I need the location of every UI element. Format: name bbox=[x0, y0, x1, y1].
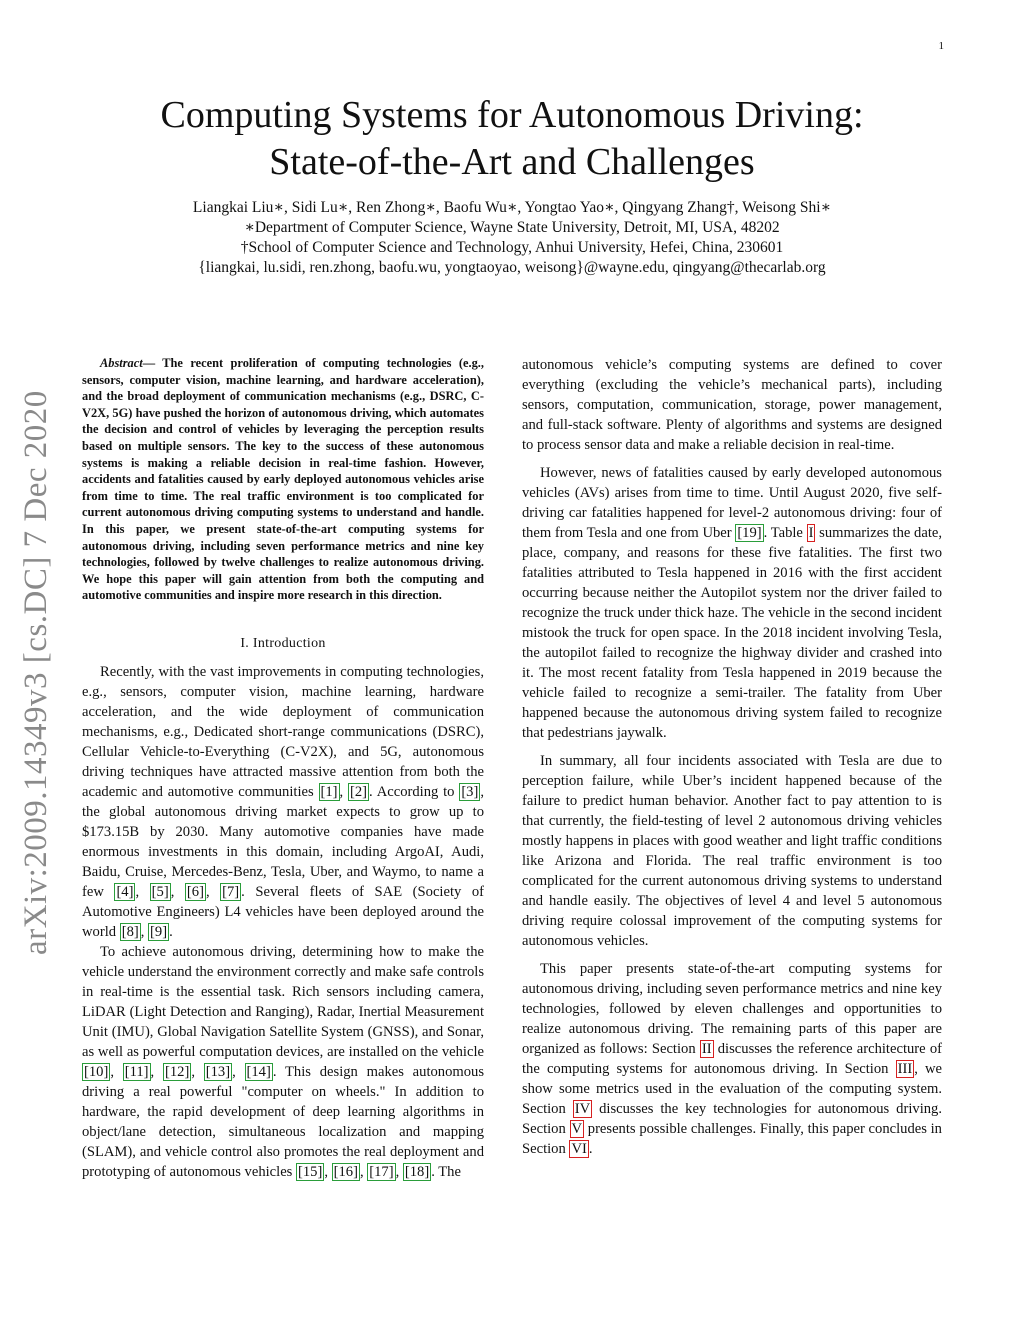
title-line-2: State-of-the-Art and Challenges bbox=[269, 141, 755, 183]
text-run: , bbox=[324, 1163, 332, 1180]
citation-link[interactable]: [13] bbox=[205, 1063, 231, 1080]
citation-link[interactable]: [5] bbox=[151, 883, 169, 900]
text-run: discusses the reference architecture of the computing systems for autonomous driving. In Section bbox=[522, 1041, 942, 1077]
text-run: . bbox=[588, 1141, 593, 1157]
text-run: , bbox=[135, 883, 150, 900]
text-run: , bbox=[191, 1063, 204, 1080]
citation-link[interactable]: [16] bbox=[333, 1163, 358, 1180]
text-run: , bbox=[170, 883, 185, 900]
title-line-1: Computing Systems for Autonomous Driving: bbox=[160, 94, 864, 136]
section-ref-link[interactable]: II bbox=[701, 1041, 712, 1057]
text-run: Recently, with the vast improvements in computing technologies, e.g., sensors, computer vision, machine learning, hardware acceleration, and the wide deployment of communication mechanisms, e.g., Dedicated short-range communications (DSRC), Cellular Vehicle-to-Everything (C-V2X), and 5G, autonomous driving techniques have attracted massive attention from both the academic and automotive communities bbox=[82, 663, 484, 800]
citation-link[interactable]: [17] bbox=[369, 1163, 394, 1180]
text-run: . Several fleets of SAE (Society of Automotive Engineers) L4 vehicles have been deployed around the world bbox=[82, 883, 485, 940]
citation-link[interactable]: [8] bbox=[121, 923, 139, 940]
text-run: However, news of fatalities caused by early developed autonomous vehicles (AVs) arises from time to time. Until August 2020, five self-driving car fatalities happened for level-2 autonomous driving: four of them from Tesla and one from Uber bbox=[522, 465, 942, 541]
text-run: . Table bbox=[763, 525, 807, 541]
text-run: presents possible challenges. Finally, this paper concludes in Section bbox=[522, 1121, 942, 1157]
right-paragraph-4 bbox=[522, 959, 942, 1159]
citation-link[interactable]: [10] bbox=[84, 1063, 109, 1080]
text-run: This paper presents state-of-the-art computing systems for autonomous driving, including seven performance metrics and nine key technologies, followed by eleven challenges and opportunities to realize autonomous driving. The remaining parts of this paper are organized as follows: Section bbox=[522, 961, 942, 1057]
citation-link[interactable]: [6] bbox=[186, 883, 204, 900]
citation-link[interactable]: [4] bbox=[116, 883, 134, 900]
left-column bbox=[82, 355, 484, 1182]
affiliation-anhui: †School of Computer Science and Technology, Anhui University, Hefei, China, 230601 bbox=[240, 239, 784, 256]
page-number: 1 bbox=[938, 40, 944, 52]
table-ref-link[interactable]: I bbox=[808, 525, 814, 541]
author-emails: {liangkai, lu.sidi, ren.zhong, baofu.wu, yongtaoyao, weisong}@wayne.edu, qingyang@thecarlab.org bbox=[198, 259, 826, 276]
author-block bbox=[0, 198, 1024, 278]
citation-link[interactable]: [18] bbox=[404, 1163, 430, 1180]
intro-paragraph-2 bbox=[82, 942, 484, 1182]
section-ref-link[interactable]: III bbox=[897, 1061, 913, 1077]
citation-link[interactable]: [11] bbox=[124, 1063, 149, 1080]
affiliation-wayne: ∗Department of Computer Science, Wayne State University, Detroit, MI, USA, 48202 bbox=[244, 219, 780, 236]
text-run: To achieve autonomous driving, determining how to make the vehicle understand the environment correctly and make safe controls in real-time is the essential task. Rich sensors including camera, LiDAR (Light Detection and Ranging), Radar, Inertial Measurement Unit (IMU), Global Navigation Satellite System (GNSS), and Sonar, as well as powerful computation devices, are installed on the vehicle bbox=[82, 943, 484, 1060]
text-run: , we show some metrics used in the evaluation of the computing system. Section bbox=[522, 1061, 942, 1117]
text-run: , bbox=[359, 1163, 368, 1180]
abstract-text: — The recent proliferation of computing technologies (e.g., sensors, computer vision, machine learning, and hardware acceleration), and the broad deployment of communication mechanisms (e.g., DSRC, C-V2X, 5G) have pushed the horizon of autonomous driving, which automates the decision and control of vehicles by leveraging the perception results based on multiple sensors. The key to the success of these autonomous systems is making a reliable decision in real-time fashion. However, accidents and fatalities caused by early deployed autonomous vehicles arise from time to time. The real traffic environment is too complicated for current autonomous driving computing systems to understand and handle. In this paper, we present state-of-the-art computing systems for autonomous driving, including seven performance metrics and nine key technologies, followed by twelve challenges to realize autonomous driving. We hope this paper will gain attention from both the computing and automotive communities and inspire more research in this direction. bbox=[82, 356, 484, 603]
citation-link[interactable]: [12] bbox=[164, 1063, 190, 1080]
abstract bbox=[82, 355, 484, 604]
citation-link[interactable]: [15] bbox=[298, 1163, 323, 1180]
text-run: , bbox=[339, 783, 349, 800]
right-paragraph-1: autonomous vehicle’s computing systems are defined to cover everything (excluding the vehicle’s mechanical parts), including sensors, computation, communication, storage, power management, and full-stack software. Plenty of algorithms and systems are designed to process sensor data and make a reliable decision in real-time. bbox=[522, 357, 942, 453]
citation-link[interactable]: [7] bbox=[222, 883, 240, 900]
citation-link[interactable]: [3] bbox=[461, 783, 479, 800]
right-paragraph-2 bbox=[522, 463, 942, 743]
text-run: . This design makes autonomous driving a real powerful "computer on wheels." In addition to hardware, the rapid development of deep learning algorithms in object/lane detection, simultaneous localization and mapping (SLAM), and vehicle control also promotes the real deployment and prototyping of autonomous vehicles bbox=[82, 1063, 485, 1180]
right-paragraph-3: In summary, all four incidents associated with Tesla are due to perception failure, while Uber’s incident happened because of the failure to predict human behavior. Another fact to pay attention to is that currently, the field-testing of level 2 autonomous driving vehicles mostly happens in places with good weather and light traffic conditions like Arizona and Florida. The real traffic environment is too complicated for the current autonomous driving systems to understand and handle easily. The objectives of level 4 and level 5 autonomous driving require colossal improvement of the computing systems for autonomous vehicles. bbox=[522, 753, 942, 949]
right-column bbox=[522, 355, 942, 1159]
text-run: summarizes the date, place, company, and reasons for these five fatalities. The first two fatalities attributed to Tesla happened in 2016 with the first accident occurring because neither the Autopilot system nor the driver failed to recognize the truck under thick haze. The vehicle in the second incident mistook the truck for open space. In the 2018 incident involving Tesla, the autopilot failed to recognize the highway divider and crashed into it. The most recent fatality from Tesla happened in 2019 because the vehicle failed to recognize a semi-trailer. The fatality from Uber happened because the autonomous driving system failed to recognize that pedestrians jaywalk. bbox=[522, 525, 942, 741]
text-run: , bbox=[110, 1063, 123, 1080]
text-run: , bbox=[140, 923, 149, 940]
text-run: discusses the key technologies for autonomous driving. Section bbox=[522, 1101, 942, 1137]
citation-link[interactable]: [19] bbox=[737, 525, 762, 541]
section-ref-link[interactable]: V bbox=[571, 1121, 583, 1137]
text-run: , bbox=[205, 883, 221, 900]
text-run: , bbox=[395, 1163, 403, 1180]
section-ref-link[interactable]: IV bbox=[574, 1101, 591, 1117]
arxiv-stamp: arXiv:2009.14349v3 [cs.DC] 7 Dec 2020 bbox=[18, 390, 54, 955]
abstract-lead: Abstract bbox=[100, 356, 143, 370]
text-run: . bbox=[169, 923, 173, 940]
intro-paragraph-1 bbox=[82, 662, 484, 942]
author-names: Liangkai Liu∗, Sidi Lu∗, Ren Zhong∗, Baofu Wu∗, Yongtao Yao∗, Qingyang Zhang†, Weisong Shi∗ bbox=[192, 199, 832, 216]
citation-link[interactable]: [1] bbox=[320, 783, 338, 800]
section-heading-introduction: I. Introduction bbox=[240, 635, 326, 651]
citation-link[interactable]: [9] bbox=[150, 923, 168, 940]
text-run: . According to bbox=[369, 783, 460, 800]
section-ref-link[interactable]: VI bbox=[571, 1141, 587, 1157]
paper-title bbox=[0, 92, 1024, 186]
citation-link[interactable]: [14] bbox=[246, 1063, 271, 1080]
text-run: . The bbox=[431, 1163, 461, 1180]
text-run: , the global autonomous driving market expects to grow up to $173.15B by 2030. Many automotive companies have made enormous investments in this domain, including ArgoAI, Audi, Baidu, Cruise, Mercedes-Benz, Tesla, Uber, and Waymo, to name a few bbox=[82, 783, 484, 900]
text-run: , bbox=[150, 1063, 163, 1080]
text-run: , bbox=[232, 1063, 245, 1080]
citation-link[interactable]: [2] bbox=[350, 783, 368, 800]
